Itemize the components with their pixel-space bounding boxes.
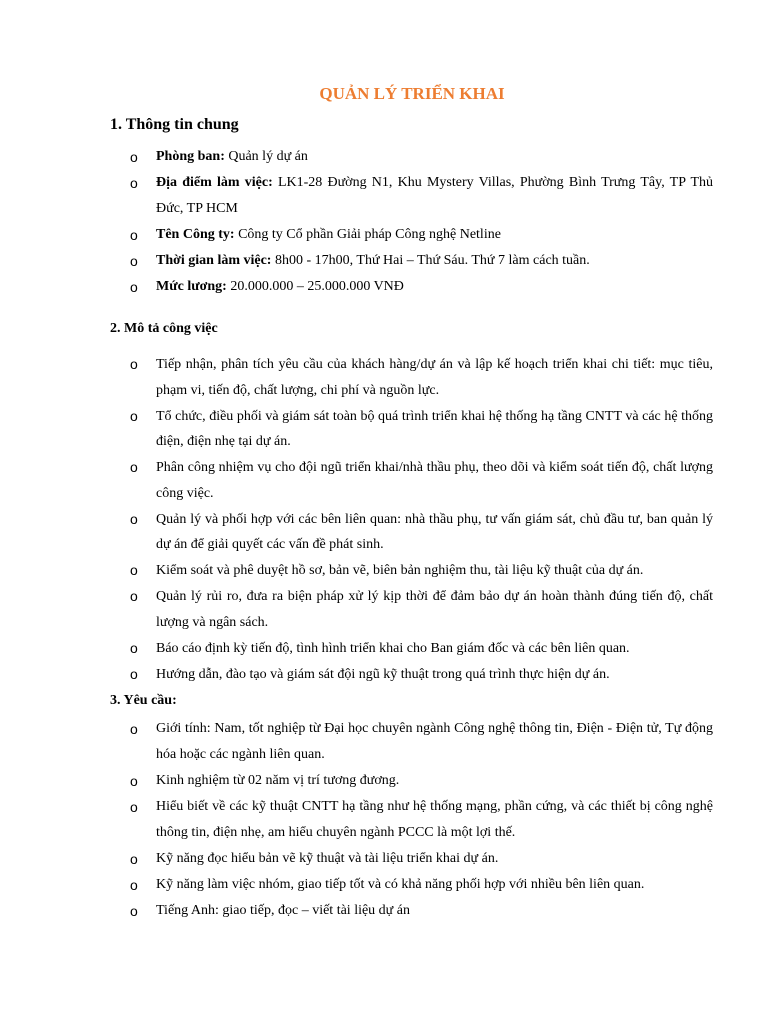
item-text: Phân công nhiệm vụ cho đội ngũ triển khai/nhà thầu phụ, theo dõi và kiểm soát tiến độ, chất lượng công việc. <box>156 460 713 501</box>
item-text: Quản lý rủi ro, đưa ra biện pháp xử lý kịp thời để đảm bảo dự án hoàn thành đúng tiến độ, chất lượng và ngân sách. <box>156 589 713 630</box>
bullet-icon: o <box>130 903 138 919</box>
bullet-icon: o <box>130 851 138 867</box>
section-heading-job-description: 2. Mô tả công việc <box>110 321 218 336</box>
list-item <box>130 404 713 455</box>
item-label: Mức lương: <box>156 279 227 294</box>
item-text: Kỹ năng đọc hiểu bản vẽ kỹ thuật và tài liệu triển khai dự án. <box>156 851 499 866</box>
item-text: Kinh nghiệm từ 02 năm vị trí tương đương. <box>156 773 400 788</box>
item-text: Hướng dẫn, đào tạo và giám sát đội ngũ kỹ thuật trong quá trình thực hiện dự án. <box>156 666 610 682</box>
list-item <box>130 768 713 794</box>
item-text: Tổ chức, điều phối và giám sát toàn bộ quá trình triển khai hệ thống hạ tầng CNTT và các hệ thống điện, điện nhẹ tại dự án. <box>156 408 713 449</box>
item-text: Quản lý và phối hợp với các bên liên quan: nhà thầu phụ, tư vấn giám sát, chủ đầu tư, ban quản lý dự án để giải quyết các vấn đề phát sinh. <box>156 511 713 552</box>
section-heading-general-info: 1. Thông tin chung <box>110 116 239 133</box>
list-item <box>130 584 713 635</box>
item-label: Tên Công ty: <box>156 227 235 242</box>
general-info-list <box>130 144 713 300</box>
item-text: Kiểm soát và phê duyệt hồ sơ, bản vẽ, biên bản nghiệm thu, tài liệu kỹ thuật của dự án. <box>156 563 644 578</box>
bullet-icon: o <box>130 407 138 424</box>
bullet-icon: o <box>130 279 138 295</box>
list-item <box>130 455 713 506</box>
bullet-icon: o <box>130 665 138 682</box>
item-label: Thời gian làm việc: <box>156 253 272 268</box>
document-title: QUẢN LÝ TRIỂN KHAI <box>319 84 505 103</box>
item-text: Hiểu biết về các kỹ thuật CNTT hạ tầng như hệ thống mạng, phần cứng, và các thiết bị công nghệ thông tin, điện nhẹ, am hiểu chuyên ngành PCCC là một lợi thế. <box>156 799 713 840</box>
list-item <box>130 794 713 846</box>
item-text: Tiếp nhận, phân tích yêu cầu của khách hàng/dự án và lập kế hoạch triển khai chi tiết: mục tiêu, phạm vi, tiến độ, chất lượng, chi phí và nguồn lực. <box>156 357 713 398</box>
bullet-icon: o <box>130 773 138 789</box>
section-heading-requirements: 3. Yêu cầu: <box>110 693 177 708</box>
list-item-department <box>130 144 713 170</box>
list-item <box>130 507 713 558</box>
list-item-location <box>130 170 713 222</box>
bullet-icon: o <box>130 227 138 243</box>
requirements-list <box>130 716 713 924</box>
list-item-working-hours <box>130 248 713 274</box>
bullet-icon: o <box>130 253 138 269</box>
bullet-icon: o <box>130 562 138 578</box>
item-text: Tiếng Anh: giao tiếp, đọc – viết tài liệu dự án <box>156 903 410 918</box>
item-text: Kỹ năng làm việc nhóm, giao tiếp tốt và có khả năng phối hợp với nhiều bên liên quan. <box>156 877 645 892</box>
item-value: 20.000.000 – 25.000.000 VNĐ <box>226 279 404 294</box>
item-value: Quản lý dự án <box>224 149 308 164</box>
list-item <box>130 558 713 584</box>
list-item <box>130 846 713 872</box>
bullet-icon: o <box>130 356 138 372</box>
bullet-icon: o <box>130 588 138 604</box>
list-item <box>130 898 713 924</box>
list-item-company <box>130 222 713 248</box>
bullet-icon: o <box>130 510 138 527</box>
list-item <box>130 662 713 688</box>
item-value: Công ty Cổ phần Giải pháp Công nghệ Netline <box>234 227 501 242</box>
bullet-icon: o <box>130 459 138 475</box>
item-text: Báo cáo định kỳ tiến độ, tình hình triển khai cho Ban giám đốc và các bên liên quan. <box>156 640 630 656</box>
bullet-icon: o <box>130 175 138 191</box>
bullet-icon: o <box>130 639 138 656</box>
list-item <box>130 352 713 403</box>
bullet-icon: o <box>130 799 138 815</box>
list-item <box>130 872 713 898</box>
bullet-icon: o <box>130 721 138 737</box>
job-description-list <box>130 352 713 688</box>
item-value: LK1-28 Đường N1, Khu Mystery Villas, Phường Bình Trưng Tây, TP Thủ Đức, TP HCM <box>156 175 713 216</box>
item-label: Phòng ban: <box>156 149 225 164</box>
item-label: Địa điểm làm việc: <box>156 175 273 190</box>
item-value: 8h00 - 17h00, Thứ Hai – Thứ Sáu. Thứ 7 làm cách tuần. <box>271 253 590 268</box>
bullet-icon: o <box>130 877 138 893</box>
list-item-salary <box>130 274 713 300</box>
bullet-icon: o <box>130 149 138 165</box>
list-item <box>130 716 713 768</box>
list-item <box>130 636 713 662</box>
item-text: Giới tính: Nam, tốt nghiệp từ Đại học chuyên ngành Công nghệ thông tin, Điện - Điện tử, Tự động hóa hoặc các ngành liên quan. <box>156 721 713 762</box>
